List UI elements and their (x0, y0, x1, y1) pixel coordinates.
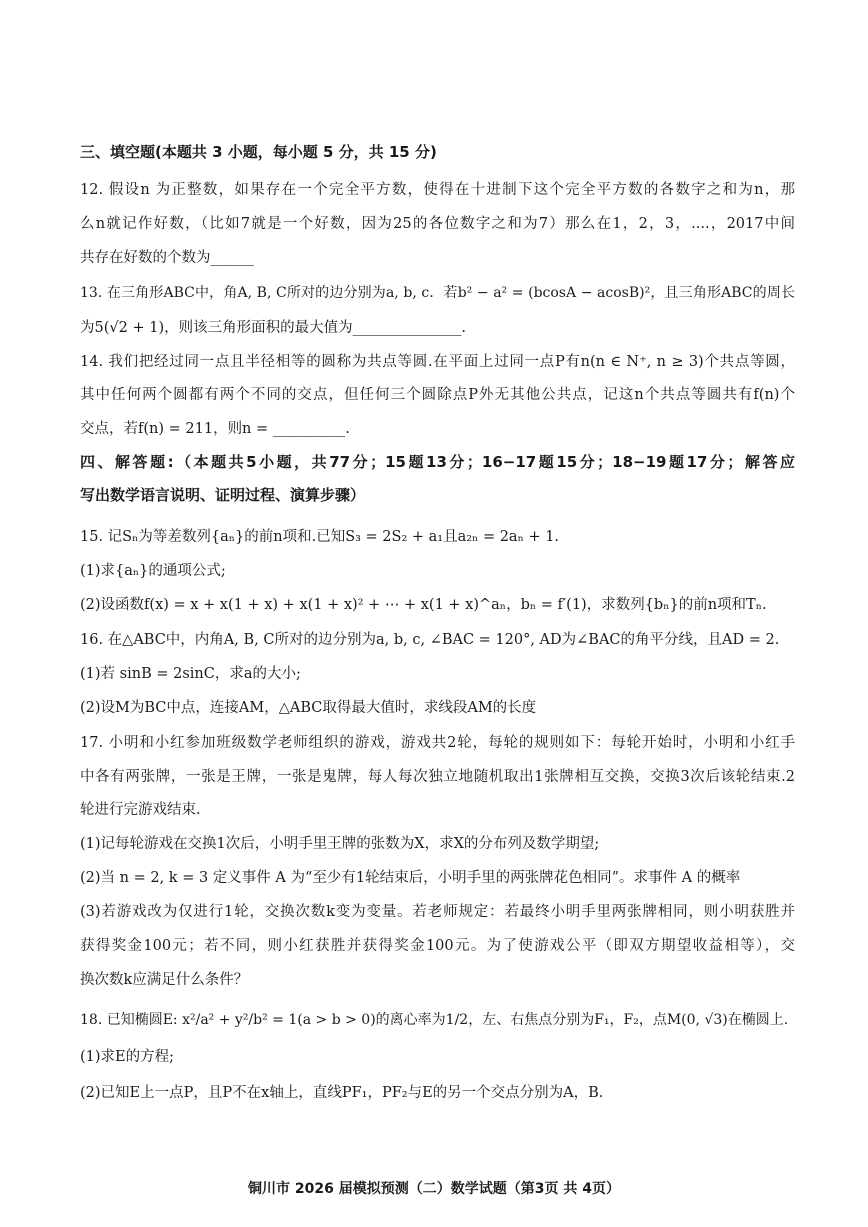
question-16-part-2: (2)设M为BC中点，连接AM，△ABC取得最大值时，求线段AM的长度 (80, 700, 537, 716)
question-14-line-3: 交点，若f(n) = 211，则n = __________. (80, 421, 350, 437)
question-16-stem: 16. 在△ABC中，内角A, B, C所对的边分别为a, b, c, ∠BAC = 120°, AD为∠BAC的角平分线，且AD = 2. (80, 632, 780, 648)
question-17-part-1: (1)记每轮游戏在交换1次后，小明手里王牌的张数为X，求X的分布列及数学期望; (80, 836, 600, 852)
question-16-part-1: (1)若 sinB = 2sinC，求a的大小; (80, 666, 301, 682)
question-13-line-1: 13. 在三角形ABC中，角A, B, C所对的边分别为a, b, c．若b² − a² = (bcosA − acosB)²，且三角形ABC的周长 (80, 285, 795, 301)
page-footer: 铜川市 2026 届模拟预测（二）数学试题（第3页 共 4页） (248, 1181, 620, 1197)
question-18-part-2: (2)已知E上一点P，且P不在x轴上，直线PF₁，PF₂与E的另一个交点分别为A，B. (80, 1085, 604, 1101)
question-15-stem: 15. 记Sₙ为等差数列{aₙ}的前n项和.已知S₃ = 2S₂ + a₁且a₂ₙ = 2aₙ + 1. (80, 529, 560, 545)
question-12-line-1: 12. 假设n 为正整数，如果存在一个完全平方数，使得在十进制下这个完全平方数的各数字之和为n，那 (80, 182, 795, 198)
question-17-part-3-line-3: 换次数k应满足什么条件？ (80, 972, 249, 988)
question-14-line-1: 14. 我们把经过同一点且半径相等的圆称为共点等圆.在平面上过同一点P有n(n ∈ N⁺, n ≥ 3)个共点等圆， (80, 354, 795, 370)
question-12-line-2: 么n就记作好数，（比如7就是一个好数，因为25的各位数字之和为7）那么在1，2，3，....，2017中间 (80, 216, 795, 232)
question-17-line-3: 轮进行完游戏结束. (80, 802, 201, 818)
question-17-line-1: 17. 小明和小红参加班级数学老师组织的游戏，游戏共2轮，每轮的规则如下：每轮开始时，小明和小红手 (80, 735, 795, 751)
question-17-line-2: 中各有两张牌，一张是王牌，一张是鬼牌，每人每次独立地随机取出1张牌相互交换，交换3次后该轮结束.2 (80, 769, 795, 785)
question-17-part-2: (2)当 n = 2, k = 3 定义事件 A 为“至少有1轮结束后，小明手里的两张牌花色相同”。求事件 A 的概率 (80, 870, 741, 886)
question-15-part-1: (1)求{aₙ}的通项公式; (80, 563, 226, 579)
question-18-part-1: (1)求E的方程; (80, 1049, 175, 1065)
question-14-line-2: 其中任何两个圆都有两个不同的交点，但任何三个圆除点P外无其他公共点，记这n个共点等圆共有f(n)个 (80, 387, 795, 403)
question-13-line-2: 为5(√2 + 1)，则该三角形面积的最大值为_______________. (80, 320, 466, 336)
section-4-heading-line-2: 写出数学语言说明、证明过程、演算步骤） (80, 486, 366, 504)
question-18-stem: 18. 已知椭圆E: x²/a² + y²/b² = 1(a > b > 0)的离心率为1/2，左、右焦点分别为F₁，F₂，点M(0, √3)在椭圆上. (80, 1012, 789, 1028)
section-4-heading-line-1: 四、解答题:（本题共5小题，共77分；15题13分；16−17题15分；18−19题17分；解答应 (80, 453, 795, 471)
question-17-part-3-line-1: (3)若游戏改为仅进行1轮，交换次数k变为变量。若老师规定：若最终小明手里两张牌相同，则小明获胜并 (80, 904, 795, 920)
question-12-line-3: 共存在好数的个数为______ (80, 250, 254, 266)
section-3-heading: 三、填空题(本题共 3 小题，每小题 5 分，共 15 分) (80, 143, 437, 161)
question-17-part-3-line-2: 获得奖金100元；若不同，则小红获胜并获得奖金100元。为了使游戏公平（即双方期望收益相等），交 (80, 938, 795, 954)
question-15-part-2: (2)设函数f(x) = x + x(1 + x) + x(1 + x)² + ⋯ + x(1 + x)^aₙ，bₙ = f′(1)，求数列{bₙ}的前n项和Tₙ. (80, 597, 767, 613)
